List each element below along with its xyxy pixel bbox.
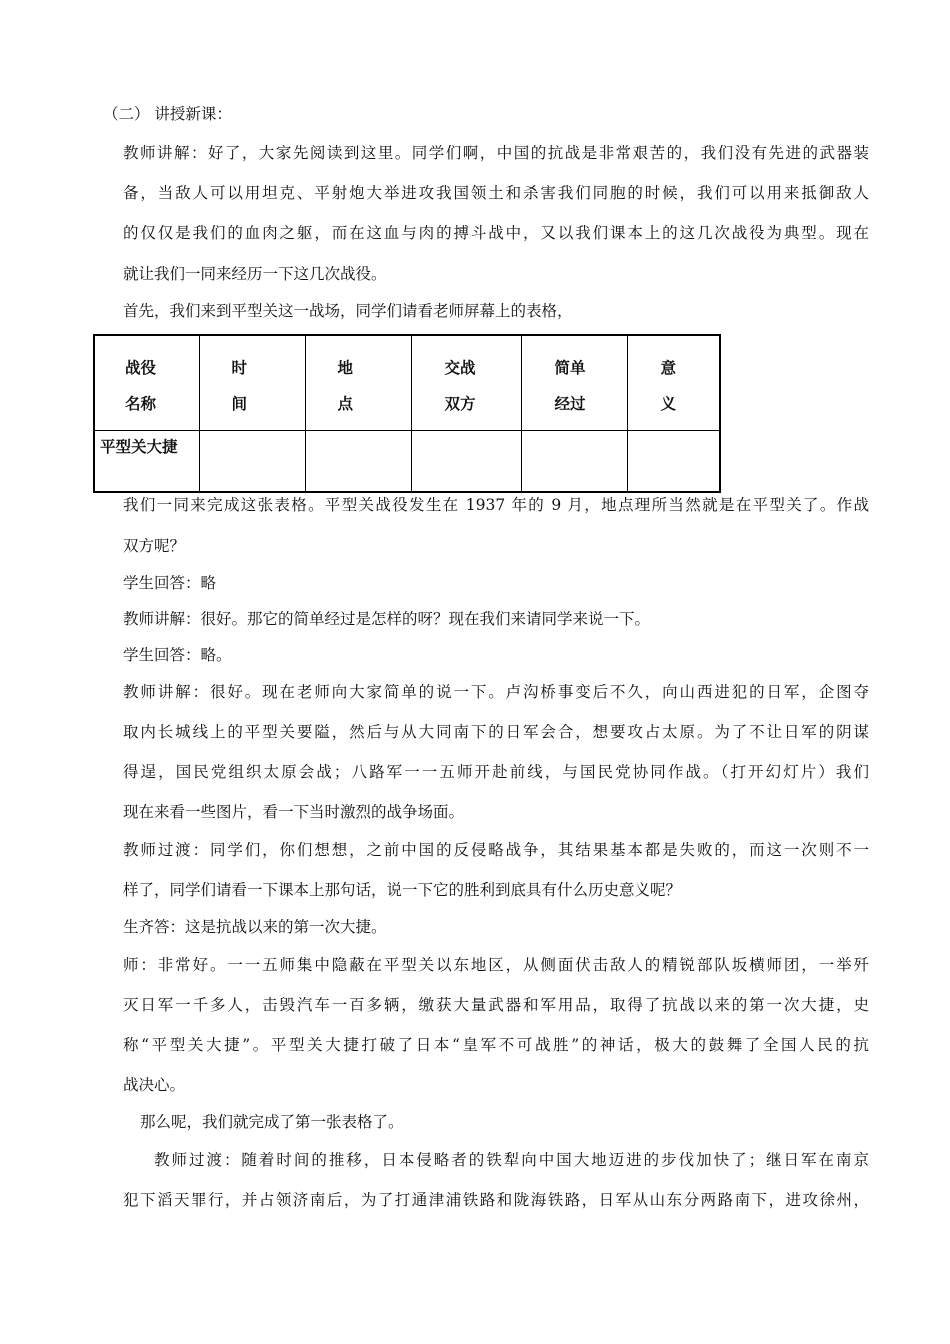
table-cell [199,430,305,492]
paragraph-line: 教师讲解：很好。现在老师向大家简单的说一下。卢沟桥事变后不久，向山西进犯的日军，企图夺 [123,683,869,701]
paragraph-line: 战决心。 [123,1076,186,1094]
paragraph-line: 教师过渡：同学们，你们想想，之前中国的反侵略战争，其结果基本都是失败的，而这一次则不一 [123,841,869,859]
paragraph-line: 教师讲解：好了，大家先阅读到这里。同学们啊，中国的抗战是非常艰苦的，我们没有先进的武器装 [123,144,869,162]
paragraph-line: 师：非常好。一一五师集中隐蔽在平型关以东地区，从侧面伏击敌人的精锐部队坂横师团，一举歼 [123,956,869,974]
paragraph-line: 教师过渡：随着时间的推移，日本侵略者的铁犁向中国大地迈进的步伐加快了；继日军在南京 [154,1151,869,1169]
paragraph-line: 犯下滔天罪行，并占领济南后，为了打通津浦铁路和陇海铁路，日军从山东分两路南下，进攻徐州， [123,1191,869,1209]
paragraph-line: 生齐答：这是抗战以来的第一次大捷。 [123,918,387,936]
paragraph-line: 样了，同学们请看一下课本上那句话，说一下它的胜利到底具有什么历史意义呢？ [123,881,682,899]
paragraph-line: 学生回答：略 [123,574,217,592]
paragraph-line: 现在来看一些图片，看一下当时激烈的战争场面。 [123,803,465,821]
header-time: 时 间 [199,335,305,430]
header-place: 地 点 [305,335,411,430]
battle-table [93,334,721,493]
table-cell [521,430,627,492]
header-process: 简单 经过 [521,335,627,430]
paragraph-line: 备，当敌人可以用坦克、平射炮大举进攻我国领土和杀害我们同胞的时候，我们可以用来抵御敌人 [123,184,869,202]
paragraph-line: 学生回答：略。 [123,646,232,664]
table-cell [305,430,411,492]
paragraph-line: 就让我们一同来经历一下这几次战役。 [123,265,387,283]
header-significance: 意 义 [627,335,720,430]
table-cell [411,430,521,492]
paragraph-line: 教师讲解：很好。那它的简单经过是怎样的呀？现在我们来请同学来说一下。 [123,610,651,628]
paragraph-line: 灭日军一千多人，击毁汽车一百多辆，缴获大量武器和军用品，取得了抗战以来的第一次大捷，史 [123,996,869,1014]
section-title: （二） 讲授新课： [103,105,232,123]
table-row-name: 平型关大捷 [94,430,199,492]
paragraph-line: 那么呢，我们就完成了第一张表格了。 [140,1113,404,1131]
table-cell [627,430,720,492]
paragraph-line: 得逞，国民党组织太原会战；八路军一一五师开赴前线，与国民党协同作战。（打开幻灯片）我们 [123,763,869,781]
header-sides: 交战 双方 [411,335,521,430]
paragraph-line: 的仅仅是我们的血肉之躯，而在这血与肉的搏斗战中，又以我们课本上的这几次战役为典型。现在 [123,224,869,242]
paragraph-line: 我们一同来完成这张表格。平型关战役发生在 1937 年的 9 月，地点理所当然就是在平型关了。作战 [123,496,869,514]
paragraph-line: 取内长城线上的平型关要隘，然后与从大同南下的日军会合，想要攻占太原。为了不让日军的阴谋 [123,723,869,741]
paragraph-line: 首先，我们来到平型关这一战场，同学们请看老师屏幕上的表格， [123,302,573,320]
paragraph-line: 称“平型关大捷”。平型关大捷打破了日本“皇军不可战胜”的神话，极大的鼓舞了全国人民的抗 [123,1036,869,1054]
paragraph-line: 双方呢？ [123,537,186,555]
header-battle-name: 战役 名称 [94,335,199,430]
